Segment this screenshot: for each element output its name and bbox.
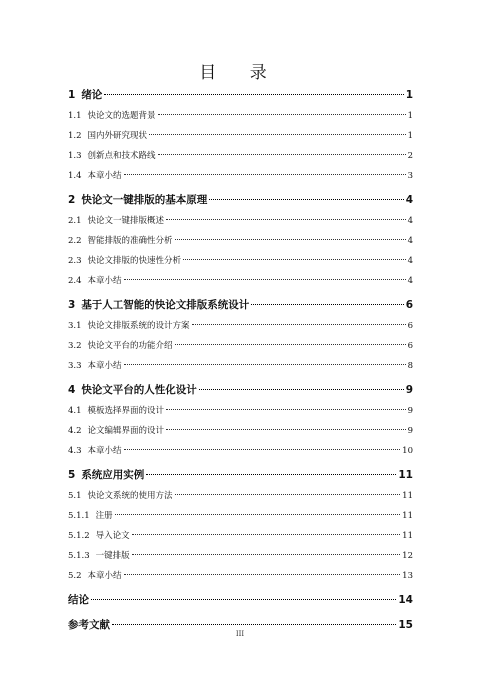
- toc-entry-label: [68, 129, 147, 141]
- toc-entry-label: [68, 424, 164, 436]
- toc-section-entry[interactable]: [68, 169, 413, 189]
- toc-entry-page: 6: [407, 341, 413, 351]
- dot-leader: [115, 514, 401, 515]
- toc-entry-label: [68, 149, 156, 161]
- toc-entry-page: 15: [398, 619, 413, 631]
- toc-entry-page: 9: [407, 426, 413, 436]
- toc-entry-number: 2: [68, 194, 76, 206]
- dot-leader: [175, 494, 401, 495]
- toc-entry-page: 6: [405, 299, 413, 311]
- toc-entry-label: [68, 359, 122, 371]
- dot-leader: [166, 219, 406, 220]
- dot-leader: [149, 134, 406, 135]
- toc-entry-text: 快论文排版的快速性分析: [87, 256, 182, 266]
- toc-entry-page: 11: [402, 491, 413, 501]
- toc-entry-number: 5.1.3: [68, 551, 90, 561]
- toc-entry-text: 快论文一键排版概述: [87, 216, 165, 226]
- dot-leader: [251, 304, 403, 305]
- toc-section-entry[interactable]: [68, 529, 413, 549]
- dot-leader: [132, 534, 401, 535]
- toc-entry-page: 11: [402, 531, 413, 541]
- toc-entry-label: [68, 549, 130, 561]
- toc-section-entry[interactable]: [68, 444, 413, 464]
- toc-entry-page: 1: [405, 89, 413, 101]
- toc-entry-text: 结论: [68, 594, 89, 606]
- toc-entry-number: 3.3: [68, 361, 82, 371]
- toc-section-entry[interactable]: [68, 339, 413, 359]
- toc-entry-page: 4: [407, 236, 413, 246]
- toc-section-entry[interactable]: [68, 109, 413, 129]
- toc-entry-text: 智能排版的准确性分析: [87, 236, 173, 246]
- toc-entry-label: [68, 214, 164, 226]
- toc-chapter-entry[interactable]: [68, 592, 413, 614]
- toc-entry-text: 快论文系统的使用方法: [87, 491, 173, 501]
- toc-entry-page: 3: [407, 171, 413, 181]
- toc-entry-number: 5.1.1: [68, 511, 90, 521]
- toc-entry-text: 快论文的选题背景: [87, 111, 156, 121]
- toc-section-entry[interactable]: [68, 404, 413, 424]
- toc-chapter-entry[interactable]: [68, 382, 413, 404]
- toc-entry-number: 1.4: [68, 171, 82, 181]
- dot-leader: [91, 599, 396, 600]
- toc-entry-text: 本章小结: [87, 171, 122, 181]
- dot-leader: [158, 154, 406, 155]
- toc-entry-page: 9: [407, 406, 413, 416]
- toc-entry-label: [68, 169, 122, 181]
- toc-entry-label: [68, 404, 164, 416]
- toc-entry-page: 9: [405, 384, 413, 396]
- dot-leader: [199, 389, 404, 390]
- toc-chapter-entry[interactable]: [68, 297, 413, 319]
- toc-section-entry[interactable]: [68, 569, 413, 589]
- toc-entry-number: 2.4: [68, 276, 82, 286]
- dot-leader: [166, 429, 406, 430]
- toc-section-entry[interactable]: [68, 149, 413, 169]
- toc-entry-page: 13: [402, 571, 413, 581]
- toc-entry-label: [68, 467, 144, 482]
- toc-entry-page: 2: [407, 151, 413, 161]
- toc-entry-number: 4.2: [68, 426, 82, 436]
- toc-entry-page: 8: [407, 361, 413, 371]
- dot-leader: [166, 409, 406, 410]
- toc-entry-number: 1: [68, 89, 76, 101]
- toc-entry-number: 3: [68, 299, 76, 311]
- toc-section-entry[interactable]: [68, 254, 413, 274]
- toc-entry-text: 本章小结: [87, 361, 122, 371]
- toc-section-entry[interactable]: [68, 509, 413, 529]
- dot-leader: [183, 259, 406, 260]
- toc-entry-number: 1.1: [68, 111, 82, 121]
- toc-entry-label: [68, 569, 122, 581]
- toc-title: 目 录: [199, 63, 281, 83]
- dot-leader: [124, 174, 406, 175]
- toc-section-entry[interactable]: [68, 234, 413, 254]
- toc-entry-text: 绪论: [81, 89, 103, 101]
- toc-entry-text: 模板选择界面的设计: [87, 406, 165, 416]
- toc-section-entry[interactable]: [68, 489, 413, 509]
- toc-section-entry[interactable]: [68, 274, 413, 294]
- dot-leader: [124, 364, 406, 365]
- toc-entry-text: 导入论文: [95, 531, 130, 541]
- toc-entry-text: 系统应用实例: [81, 469, 145, 481]
- toc-entry-page: 11: [402, 511, 413, 521]
- toc-entry-text: 国内外研究现状: [87, 131, 148, 141]
- toc-entry-number: 4.1: [68, 406, 82, 416]
- toc-entry-label: [68, 297, 249, 312]
- toc-entry-number: 5.1: [68, 491, 82, 501]
- toc-entry-text: 快论文平台的功能介绍: [87, 341, 173, 351]
- toc-entry-label: [68, 274, 122, 286]
- toc-entry-label: [68, 109, 156, 121]
- toc-entry-text: 本章小结: [87, 276, 122, 286]
- toc-entry-page: 4: [405, 194, 413, 206]
- toc-entry-label: [68, 529, 130, 541]
- page-number: III: [235, 630, 245, 638]
- dot-leader: [124, 574, 401, 575]
- dot-leader: [124, 279, 406, 280]
- toc-entry-number: 1.3: [68, 151, 82, 161]
- toc-entry-text: 快论文排版系统的设计方案: [87, 321, 190, 331]
- toc-entry-page: 11: [398, 469, 413, 481]
- toc-entry-text: 快论文一键排版的基本原理: [81, 194, 208, 206]
- toc-entry-label: [68, 254, 181, 266]
- toc-entry-page: 10: [402, 446, 413, 456]
- toc-entry-number: 2.3: [68, 256, 82, 266]
- toc-entry-number: 5.2: [68, 571, 82, 581]
- toc-entry-number: 4.3: [68, 446, 82, 456]
- toc-entry-label: [68, 339, 173, 351]
- toc-entry-label: [68, 509, 113, 521]
- toc-entry-page: 4: [407, 256, 413, 266]
- toc-entry-text: 本章小结: [87, 446, 122, 456]
- toc-list: [68, 84, 413, 639]
- toc-section-entry[interactable]: [68, 319, 413, 339]
- toc-entry-page: 1: [407, 111, 413, 121]
- toc-entry-page: 6: [407, 321, 413, 331]
- toc-section-entry[interactable]: [68, 359, 413, 379]
- dot-leader: [112, 624, 396, 625]
- toc-entry-page: 14: [398, 594, 413, 606]
- toc-entry-number: 5.1.2: [68, 531, 90, 541]
- toc-entry-label: [68, 489, 173, 501]
- dot-leader: [132, 554, 401, 555]
- toc-section-entry[interactable]: [68, 214, 413, 234]
- toc-entry-label: [68, 319, 190, 331]
- toc-entry-label: [68, 592, 89, 607]
- toc-chapter-entry[interactable]: [68, 467, 413, 489]
- toc-entry-page: 4: [407, 216, 413, 226]
- toc-entry-text: 参考文献: [68, 619, 110, 631]
- toc-entry-number: 3.1: [68, 321, 82, 331]
- toc-entry-number: 3.2: [68, 341, 82, 351]
- toc-entry-label: [68, 87, 102, 102]
- dot-leader: [158, 114, 406, 115]
- toc-entry-number: 5: [68, 469, 76, 481]
- toc-entry-label: [68, 234, 173, 246]
- toc-entry-text: 本章小结: [87, 571, 122, 581]
- dot-leader: [209, 199, 403, 200]
- toc-entry-label: [68, 444, 122, 456]
- dot-leader: [192, 324, 406, 325]
- toc-section-entry[interactable]: [68, 549, 413, 569]
- dot-leader: [104, 94, 403, 95]
- toc-entry-text: 注册: [95, 511, 113, 521]
- dot-leader: [175, 344, 406, 345]
- toc-entry-label: [68, 192, 207, 207]
- toc-entry-number: 4: [68, 384, 76, 396]
- dot-leader: [146, 474, 396, 475]
- toc-entry-page: 12: [402, 551, 413, 561]
- toc-entry-text: 创新点和技术路线: [87, 151, 156, 161]
- toc-entry-number: 2.2: [68, 236, 82, 246]
- toc-entry-number: 2.1: [68, 216, 82, 226]
- toc-section-entry[interactable]: [68, 424, 413, 444]
- toc-entry-text: 论文编辑界面的设计: [87, 426, 165, 436]
- toc-entry-number: 1.2: [68, 131, 82, 141]
- toc-chapter-entry[interactable]: [68, 87, 413, 109]
- toc-entry-page: 1: [407, 131, 413, 141]
- toc-entry-text: 快论文平台的人性化设计: [81, 384, 197, 396]
- toc-entry-text: 基于人工智能的快论文排版系统设计: [81, 299, 250, 311]
- dot-leader: [175, 239, 406, 240]
- dot-leader: [124, 449, 401, 450]
- toc-entry-page: 4: [407, 276, 413, 286]
- toc-entry-text: 一键排版: [95, 551, 130, 561]
- toc-chapter-entry[interactable]: [68, 192, 413, 214]
- toc-entry-label: [68, 382, 197, 397]
- toc-section-entry[interactable]: [68, 129, 413, 149]
